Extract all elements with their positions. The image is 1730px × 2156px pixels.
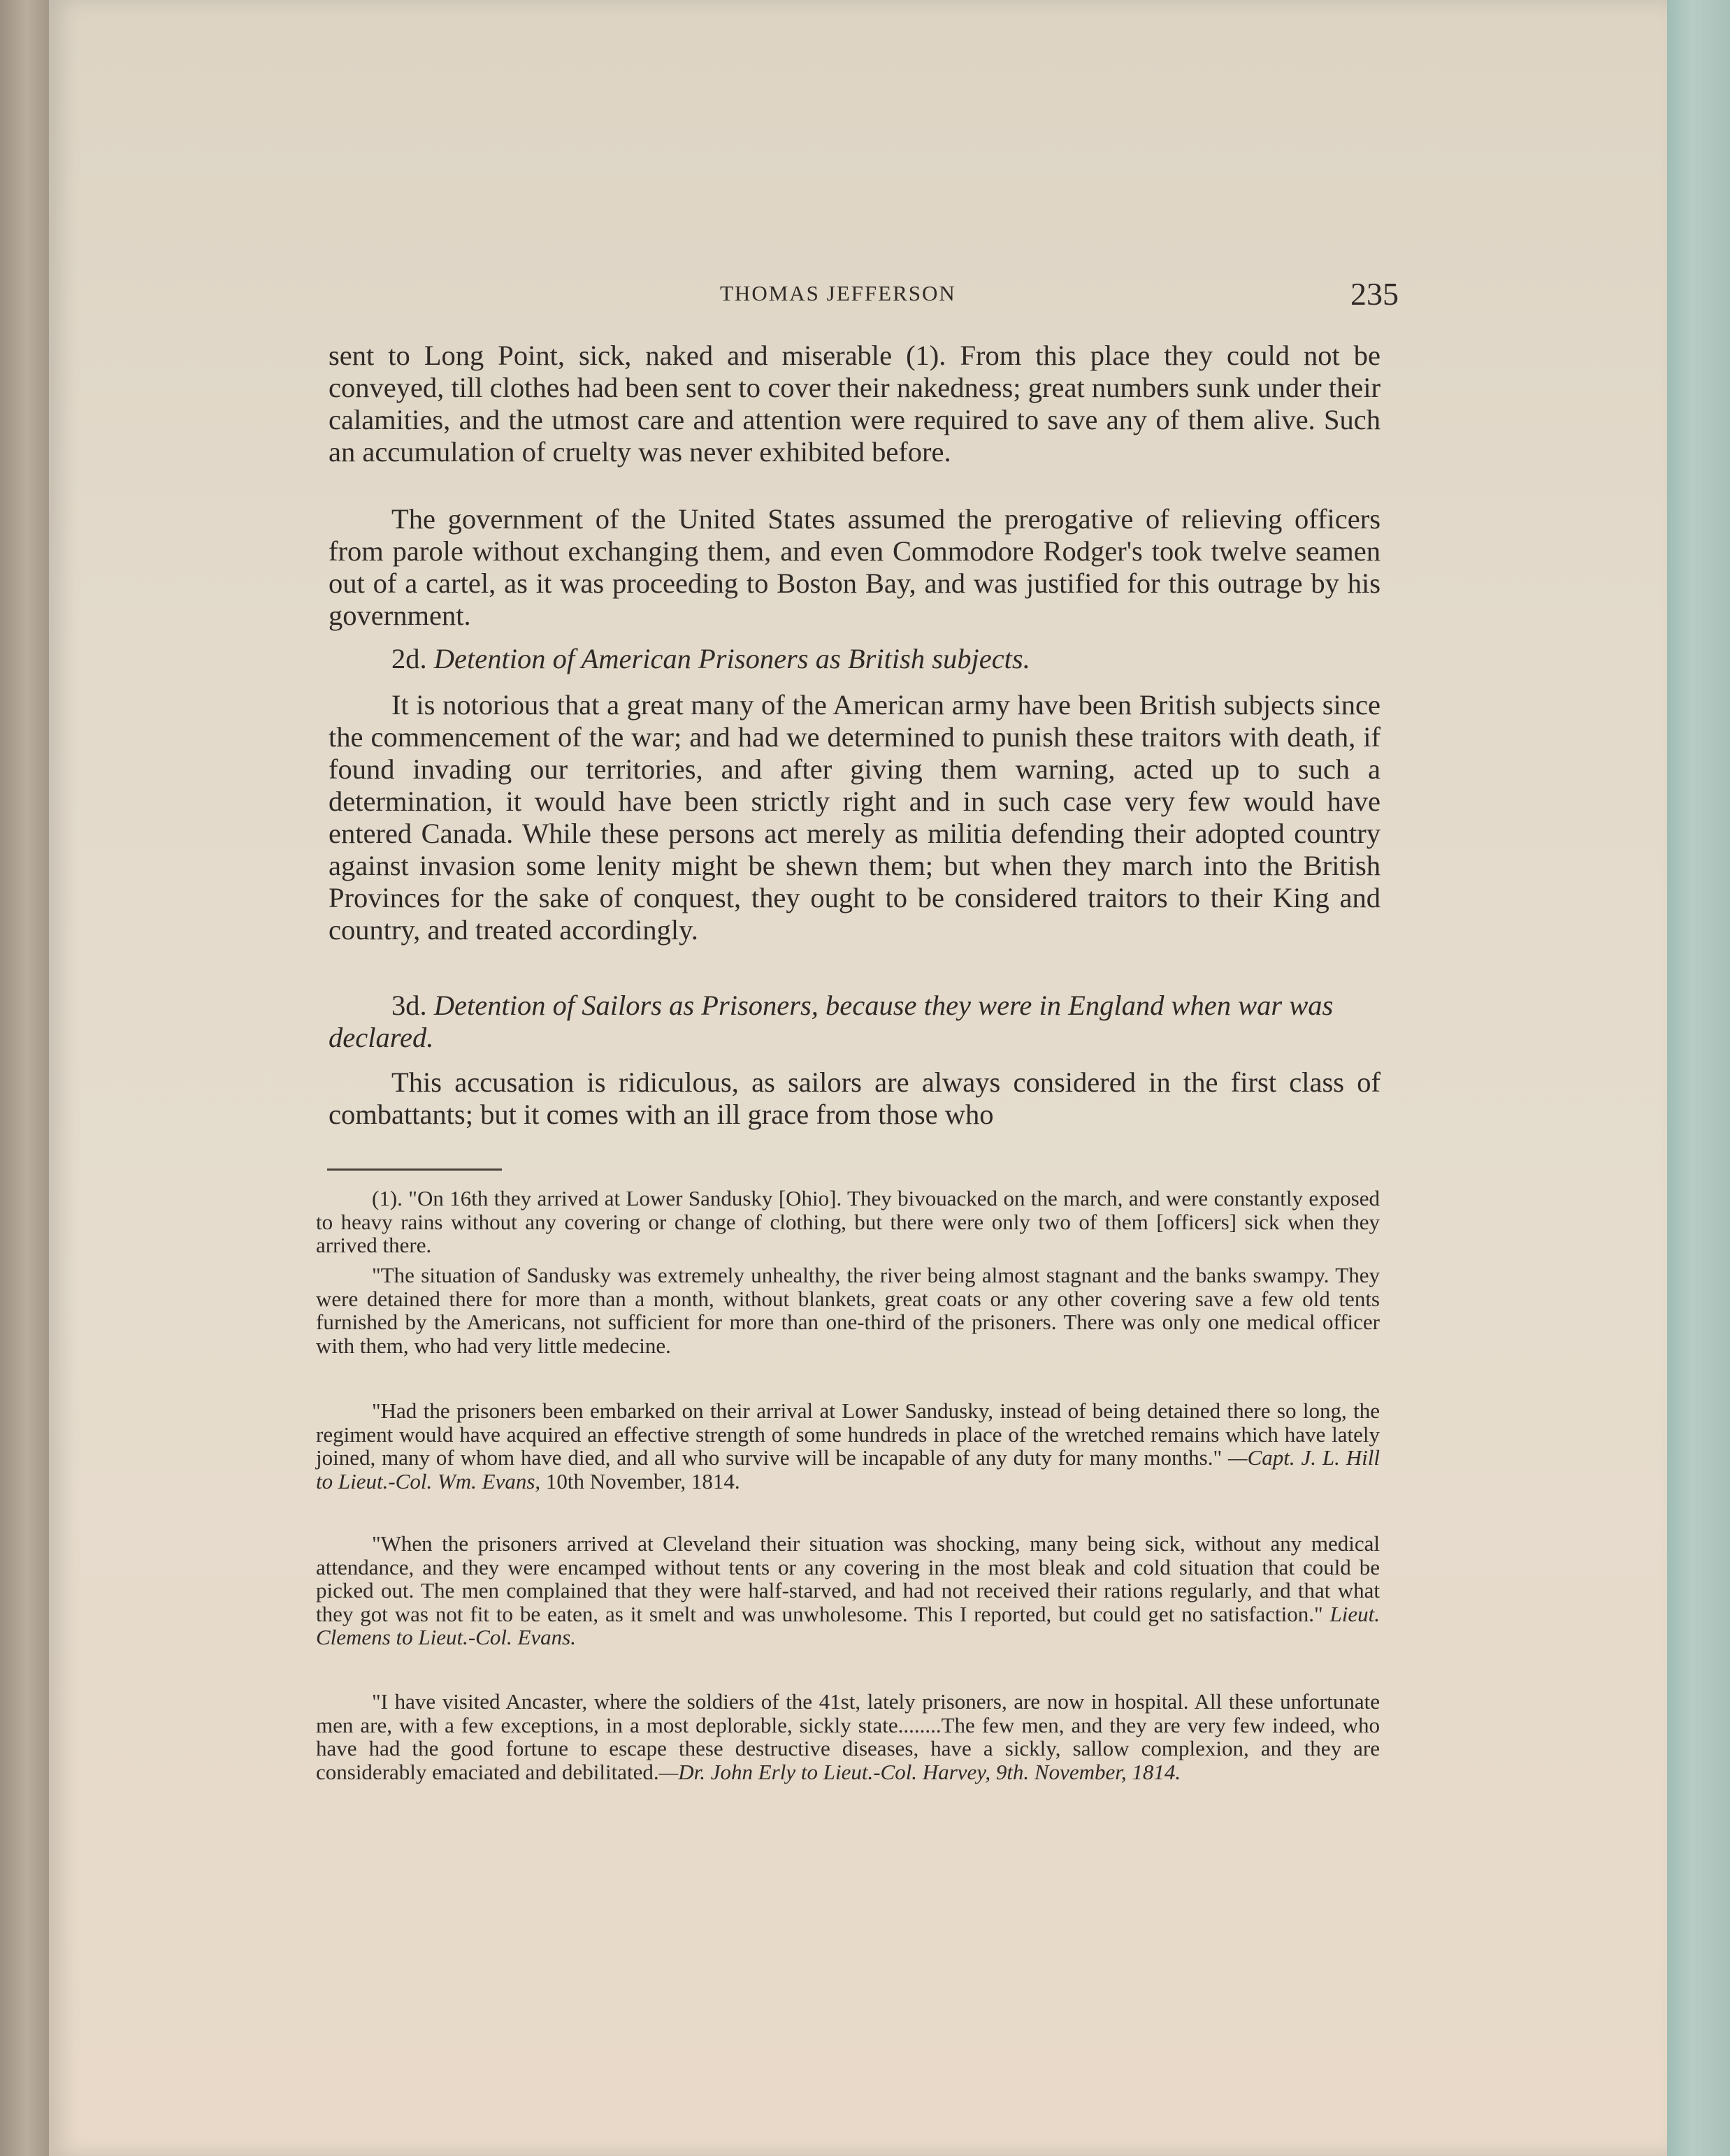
footnote-citation: Lieut. Clemens to Lieut.-Col. Evans. [316,1601,1381,1649]
section-title: Detention of American Prisoners as British subjects. [433,643,1030,674]
footnote-citation: —Capt. J. L. Hill to Lieut.-Col. Wm. Evans, [316,1445,1380,1493]
footnote-sandusky: "The situation of Sandusky was extremely unhealthy, the river being almost stagnant and the banks swampy. They were detained there for more than a month, without blankets, great coats or any other covering save a few old tents furnished by the Americans, not sufficient for more than one-third of the prisoners. There was only one medical officer with them, who had very little medecine. [316,1263,1380,1358]
footnote-hill [316,1399,1380,1493]
paragraph-american-army: It is notorious that a great many of the American army have been British subjects since the commencement of the war; and had we determined to punish these traitors with death, if found invading our territories, and after giving them warning, acted up to such a determination, it would have been strictly right and in such case very few would have entered Canada. While these persons act merely as militia defending their adopted country against invasion some lenity might be shewn them; but when they march into the British Provinces for the sake of conquest, they ought to be considered traitors to their King and country, and treated accordingly. [329,689,1381,946]
section-number: 3d. [391,990,427,1021]
footnote-clemens [316,1532,1380,1649]
book-gutter-left [0,0,49,2156]
footnote-date: 10th November, 1814. [540,1468,740,1493]
section-title: Detention of Sailors as Prisoners, because they were in England when war was declared. [329,990,1334,1053]
section-heading-3d [329,990,1381,1054]
footnote-quote: "I have visited Ancaster, where the soldiers of the 41st, lately prisoners, are now in hospital. All these unfortunate men are, with a few exceptions, in a most deplorable, sickly state........The few men, and they are very few indeed, who have had the good fortune to escape these destructive diseases, have a sickly, sallow complexion, and they are considerably emaciated and debilitated. [316,1689,1380,1784]
footnote-citation: —Dr. John Erly to Lieut.-Col. Harvey, 9th. November, 1814. [658,1759,1181,1784]
footnote-1: (1). "On 16th they arrived at Lower Sandusky [Ohio]. They bivouacked on the march, and were constantly exposed to heavy rains without any covering or change of clothing, but there were only two of them [officers] sick when they arrived there. [316,1186,1380,1257]
footnote-quote: "When the prisoners arrived at Cleveland their situation was shocking, many being sick, without any medical attendance, and they were encamped without tents or any covering in the most bleak and cold situation that could be picked out. The men complained that they were half-starved, and had not received their rations regularly, and that what they got was not fit to be eaten, as it smelt and was unwholesome. This I reported, but could get no satisfaction." [316,1531,1380,1626]
footnote-erly [316,1690,1380,1784]
running-header: THOMAS JEFFERSON [720,281,956,305]
section-number: 2d. [391,643,427,674]
footnote-rule [327,1169,502,1171]
paragraph-long-point: sent to Long Point, sick, naked and miserable (1). From this place they could not be conveyed, till clothes had been sent to cover their nakedness; great numbers sunk under their calamities, and the utmost care and attention were required to save any of them alive. Such an accumulation of cruelty was never exhibited before. [329,340,1381,468]
footnote-quote: "Had the prisoners been embarked on their arrival at Lower Sandusky, instead of being detained there so long, the regiment would have acquired an effective strength of some hundreds in place of the wretched remains which have lately joined, many of whom have died, and all who survive will be incapable of any duty for many months." [316,1398,1380,1470]
paragraph-sailors: This accusation is ridiculous, as sailors are always considered in the first class of combattants; but it comes with an ill grace from those who [329,1066,1381,1130]
paragraph-parole: The government of the United States assumed the prerogative of relieving officers from parole without exchanging them, and even Commodore Rodger's took twelve seamen out of a cartel, as it was proceeding to Boston Bay, and was justified for this outrage by his government. [329,503,1381,631]
book-edge-right [1667,0,1730,2156]
page-number: 235 [1350,276,1399,312]
section-heading-2d [329,643,1381,675]
